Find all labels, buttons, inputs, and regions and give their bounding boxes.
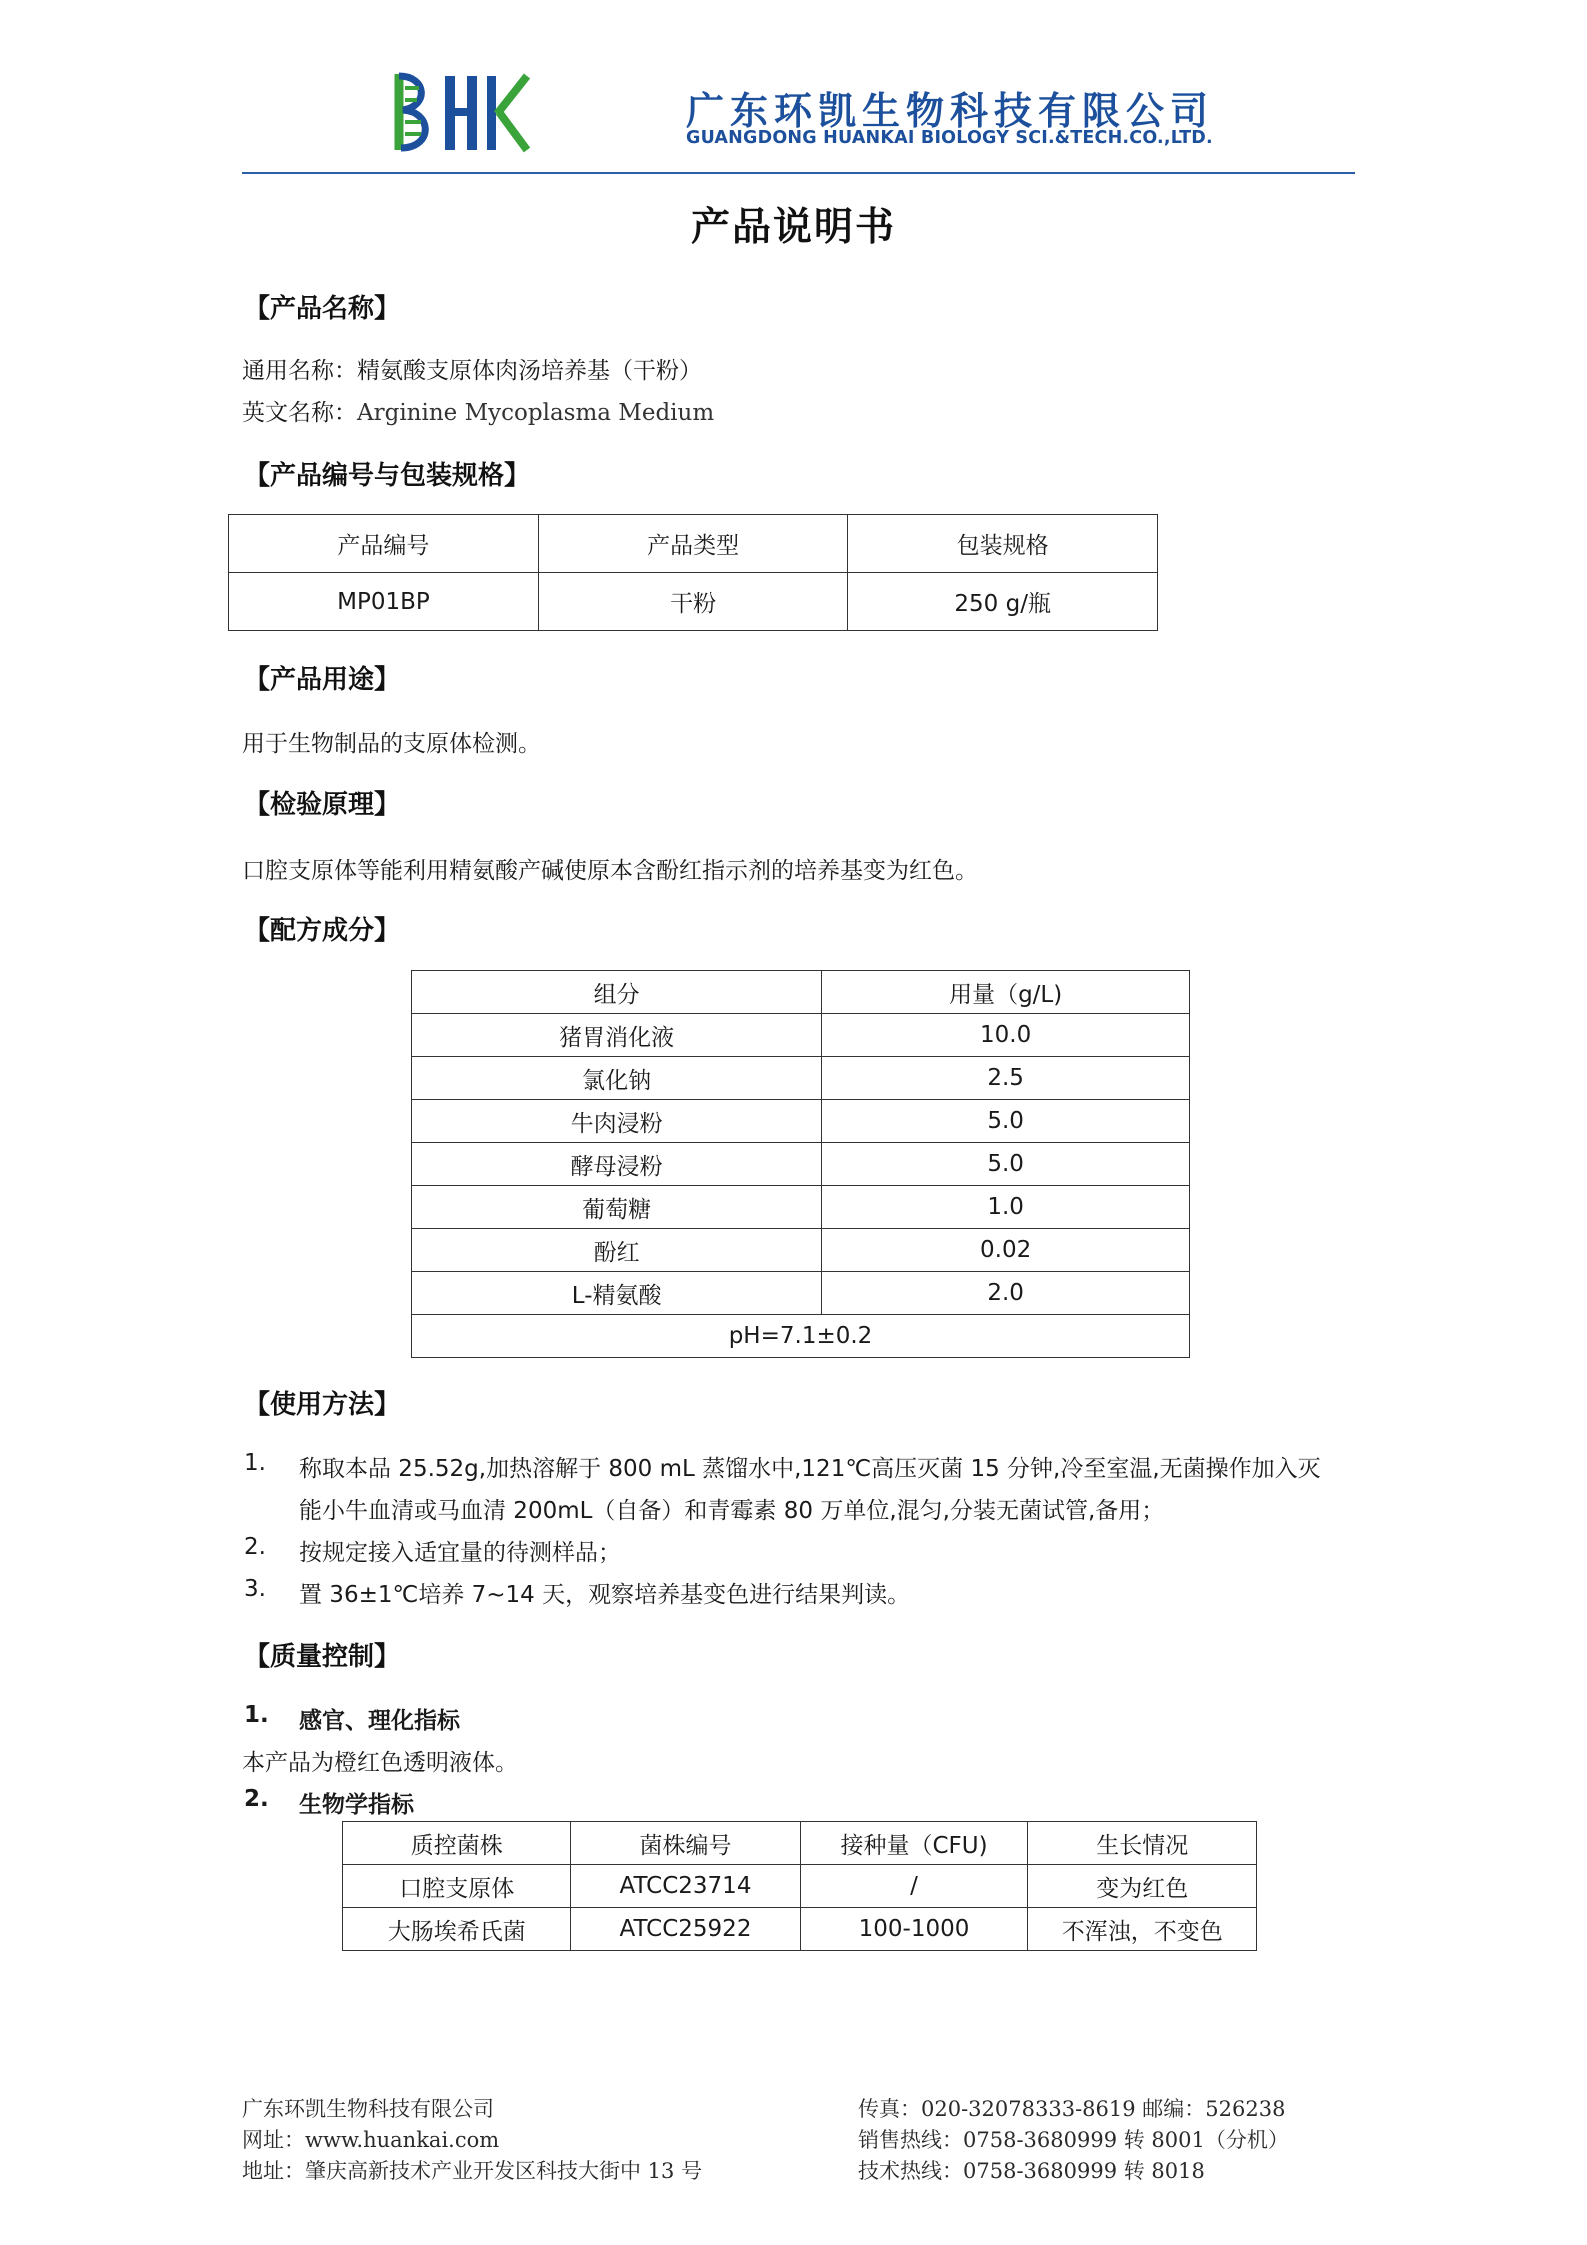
company-name-cn: 广东环凯生物科技有限公司: [686, 89, 1215, 133]
qc-header-cell: 质控菌株: [343, 1822, 571, 1865]
qc-cell: ATCC25922: [571, 1908, 800, 1951]
spec-cell: 干粉: [538, 573, 848, 631]
table-row: [343, 1908, 1257, 1951]
amount-cell: 2.5: [822, 1057, 1190, 1100]
table-row: [412, 1186, 1190, 1229]
section-heading-product-name: 【产品名称】: [244, 294, 401, 324]
spec-table: [228, 514, 1158, 631]
footer-address: 地址：肇庆高新技术产业开发区科技大街中 13 号: [242, 2159, 703, 2183]
usage-text: 用于生物制品的支原体检测。: [242, 731, 541, 757]
spec-header-cell: 产品编号: [229, 515, 539, 573]
qc-cell: 100-1000: [800, 1908, 1028, 1951]
section-heading-spec: 【产品编号与包装规格】: [244, 461, 531, 491]
qc-cell: 变为红色: [1028, 1865, 1257, 1908]
qc-table: [342, 1821, 1257, 1951]
amount-cell: 10.0: [822, 1014, 1190, 1057]
ingredient-cell: 酚红: [412, 1229, 822, 1272]
qc-header-cell: 菌株编号: [571, 1822, 800, 1865]
qc-sub-number: 1.: [244, 1702, 269, 1728]
footer-company: 广东环凯生物科技有限公司: [242, 2097, 494, 2121]
footer-sales-hotline: 销售热线：0758-3680999 转 8001（分机）: [858, 2128, 1289, 2152]
table-row: [412, 1100, 1190, 1143]
header-divider: [242, 172, 1355, 174]
table-row: [343, 1865, 1257, 1908]
ingredient-cell: 氯化钠: [412, 1057, 822, 1100]
table-row: [412, 1014, 1190, 1057]
table-row: [412, 1143, 1190, 1186]
footer-tech-hotline: 技术热线：0758-3680999 转 8018: [858, 2159, 1205, 2183]
ingredient-cell: 葡萄糖: [412, 1186, 822, 1229]
company-name-en: GUANGDONG HUANKAI BIOLOGY SCI.&TECH.CO.,LTD.: [686, 128, 1213, 148]
section-heading-method: 【使用方法】: [244, 1390, 401, 1420]
ingredient-cell: 猪胃消化液: [412, 1014, 822, 1057]
ingredient-cell: L-精氨酸: [412, 1272, 822, 1315]
common-name-line: [242, 352, 702, 385]
amount-cell: 5.0: [822, 1100, 1190, 1143]
ingredient-cell: 酵母浸粉: [412, 1143, 822, 1186]
method-step-number: 3.: [244, 1576, 266, 1602]
common-name-value: 精氨酸支原体肉汤培养基（干粉）: [357, 358, 702, 384]
document-title: 产品说明书: [690, 205, 896, 250]
qc-header-cell: 接种量（CFU): [800, 1822, 1028, 1865]
method-step-number: 1.: [244, 1450, 266, 1476]
qc-header-cell: 生长情况: [1028, 1822, 1257, 1865]
english-name-value: Arginine Mycoplasma Medium: [357, 400, 715, 426]
ph-cell: pH=7.1±0.2: [412, 1315, 1190, 1358]
qc-cell: /: [800, 1865, 1028, 1908]
section-heading-formula: 【配方成分】: [244, 916, 401, 946]
qc-cell: 大肠埃希氏菌: [343, 1908, 571, 1951]
spec-cell: MP01BP: [229, 573, 539, 631]
amount-cell: 0.02: [822, 1229, 1190, 1272]
principle-text: 口腔支原体等能利用精氨酸产碱使原本含酚红指示剂的培养基变为红色。: [242, 858, 978, 884]
section-heading-qc: 【质量控制】: [244, 1642, 401, 1672]
method-step-text: 置 36±1℃培养 7~14 天，观察培养基变色进行结果判读。: [299, 1582, 911, 1608]
ingredient-cell: 牛肉浸粉: [412, 1100, 822, 1143]
qc-sub-number: 2.: [244, 1786, 269, 1812]
footer-website: 网址：www.huankai.com: [242, 2128, 500, 2152]
section-heading-usage: 【产品用途】: [244, 665, 401, 695]
qc-physical-text: 本产品为橙红色透明液体。: [242, 1750, 518, 1776]
spec-header-cell: 产品类型: [538, 515, 848, 573]
qc-sub-title: 生物学指标: [299, 1792, 414, 1818]
method-step-text: 称取本品 25.52g,加热溶解于 800 mL 蒸馏水中,121℃高压灭菌 15 分钟,冷至室温,无菌操作加入灭: [299, 1456, 1321, 1482]
qc-cell: ATCC23714: [571, 1865, 800, 1908]
qc-cell: 不浑浊，不变色: [1028, 1908, 1257, 1951]
method-step-text: 按规定接入适宜量的待测样品；: [299, 1540, 621, 1566]
method-step-number: 2.: [244, 1534, 266, 1560]
spec-cell: 250 g/瓶: [848, 573, 1158, 631]
qc-sub-title: 感官、理化指标: [299, 1708, 460, 1734]
formula-header-cell: 用量（g/L): [822, 971, 1190, 1014]
english-name-label: 英文名称：: [242, 400, 357, 426]
company-logo: [393, 66, 533, 158]
spec-header-cell: 包装规格: [848, 515, 1158, 573]
section-heading-principle: 【检验原理】: [244, 790, 401, 820]
table-row: [412, 1315, 1190, 1358]
common-name-label: 通用名称：: [242, 358, 357, 384]
footer-fax: 传真：020-32078333-8619 邮编：526238: [858, 2097, 1286, 2121]
amount-cell: 2.0: [822, 1272, 1190, 1315]
formula-table: [411, 970, 1190, 1358]
formula-header-cell: 组分: [412, 971, 822, 1014]
amount-cell: 1.0: [822, 1186, 1190, 1229]
method-step-text-cont: 能小牛血清或马血清 200mL（自备）和青霉素 80 万单位,混匀,分装无菌试管,备用；: [299, 1498, 1165, 1524]
amount-cell: 5.0: [822, 1143, 1190, 1186]
qc-cell: 口腔支原体: [343, 1865, 571, 1908]
table-row: [412, 1272, 1190, 1315]
table-row: [412, 1057, 1190, 1100]
table-row: [412, 1229, 1190, 1272]
english-name-line: [242, 394, 714, 427]
